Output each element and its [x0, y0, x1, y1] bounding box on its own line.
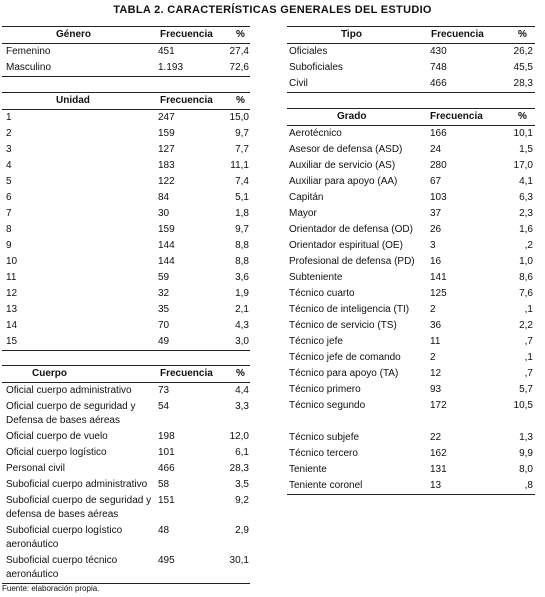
- grado-header-frequency: Frecuencia: [430, 111, 483, 122]
- tipo-header: [287, 26, 535, 44]
- tipo-cell-frequency: 430: [430, 46, 447, 57]
- unidad-cell-frequency: 183: [158, 160, 175, 171]
- grado-row: [287, 318, 535, 334]
- grado-cell-percent: ,8: [524, 480, 533, 491]
- grado-cell-category: Técnico subjefe: [289, 432, 360, 443]
- unidad-row: [2, 238, 250, 254]
- genero-cell-category: Femenino: [6, 46, 51, 57]
- grado-row: [287, 334, 535, 350]
- grado-cell-percent: 17,0: [513, 160, 533, 171]
- genero-cell-percent: 27,4: [229, 46, 249, 57]
- unidad-cell-percent: 8,8: [235, 256, 249, 267]
- cuerpo-cell-percent: 3,3: [235, 401, 249, 412]
- grado-cell-frequency: 103: [430, 192, 447, 203]
- tipo-cell-percent: 28,3: [513, 78, 533, 89]
- cuerpo-cell-percent: 12,0: [229, 431, 249, 442]
- unidad-cell-frequency: 247: [158, 112, 175, 123]
- unidad-cell-percent: 7,7: [235, 144, 249, 155]
- unidad-row: [2, 126, 250, 142]
- grado-cell-frequency: 13: [430, 480, 442, 491]
- genero-header-percent: %: [236, 29, 245, 40]
- unidad-cell-frequency: 84: [158, 192, 170, 203]
- grado-cell-percent: ,1: [524, 304, 533, 315]
- grado-cell-frequency: 11: [430, 336, 441, 347]
- grado-cell-frequency: 16: [430, 256, 442, 267]
- unidad-row: [2, 334, 250, 350]
- grado-cell-percent: 10,1: [513, 128, 533, 139]
- tipo-header-category: Tipo: [341, 29, 362, 40]
- grado-cell-category: Auxiliar para apoyo (AA): [289, 176, 398, 187]
- tipo-cell-frequency: 466: [430, 78, 447, 89]
- cuerpo-cell-category: Oficial cuerpo logístico: [6, 447, 107, 458]
- grado-table: [287, 108, 535, 495]
- grado-header: [287, 108, 535, 126]
- cuerpo-cell-frequency: 466: [158, 463, 175, 474]
- cuerpo-cell-category: Oficial cuerpo de vuelo: [6, 431, 108, 442]
- grado-row: [287, 398, 535, 414]
- grado-row: [287, 158, 535, 174]
- cuerpo-cell-frequency: 495: [158, 555, 175, 566]
- grado-cell-percent: 1,3: [519, 432, 533, 443]
- grado-cell-category: Orientador espiritual (OE): [289, 240, 403, 251]
- cuerpo-cell-percent: 3,5: [235, 479, 249, 490]
- cuerpo-cell-percent: 30,1: [229, 555, 249, 566]
- genero-row: [2, 44, 250, 60]
- grado-cell-percent: 2,3: [519, 208, 533, 219]
- grado-row: [287, 350, 535, 366]
- grado-row: [287, 222, 535, 238]
- genero-cell-frequency: 1.193: [158, 62, 184, 73]
- grado-cell-category: Asesor de defensa (ASD): [289, 144, 403, 155]
- unidad-cell-category: 1: [6, 112, 12, 123]
- tipo-table: [287, 26, 535, 93]
- grado-row: [287, 366, 535, 382]
- cuerpo-cell-frequency: 48: [158, 525, 170, 536]
- grado-cell-category: Técnico tercero: [289, 448, 358, 459]
- grado-cell-percent: 1,0: [519, 256, 533, 267]
- unidad-cell-percent: 4,3: [235, 320, 249, 331]
- grado-cell-category: Técnico de inteligencia (TI): [289, 304, 410, 315]
- unidad-cell-frequency: 159: [158, 224, 175, 235]
- cuerpo-row: [2, 461, 250, 477]
- grado-row: [287, 254, 535, 270]
- grado-cell-frequency: 93: [430, 384, 442, 395]
- unidad-cell-percent: 15,0: [229, 112, 249, 123]
- unidad-cell-frequency: 30: [158, 208, 170, 219]
- grado-cell-percent: ,2: [524, 240, 533, 251]
- tipo-cell-category: Suboficiales: [289, 62, 343, 73]
- cuerpo-row: [2, 477, 250, 493]
- unidad-cell-percent: 3,0: [235, 336, 249, 347]
- unidad-header: [2, 92, 250, 110]
- genero-row: [2, 60, 250, 76]
- unidad-row: [2, 158, 250, 174]
- genero-header-category: Género: [56, 29, 92, 40]
- cuerpo-cell-category: Suboficial cuerpo administrativo: [6, 479, 148, 490]
- cuerpo-cell-category: Suboficial cuerpo logístico aeronáutico: [6, 525, 123, 550]
- unidad-row: [2, 318, 250, 334]
- grado-cell-percent: 8,6: [519, 272, 533, 283]
- grado-cell-frequency: 125: [430, 288, 447, 299]
- grado-row: [287, 190, 535, 206]
- grado-row: [287, 126, 535, 142]
- unidad-cell-frequency: 122: [158, 176, 175, 187]
- grado-cell-category: Técnico cuarto: [289, 288, 355, 299]
- grado-row: [287, 430, 535, 446]
- unidad-row: [2, 254, 250, 270]
- grado-header-category: Grado: [337, 111, 367, 122]
- cuerpo-header: [2, 365, 250, 383]
- unidad-cell-frequency: 144: [158, 240, 175, 251]
- tipo-row: [287, 60, 535, 76]
- unidad-header-frequency: Frecuencia: [160, 95, 213, 106]
- unidad-cell-category: 2: [6, 128, 12, 139]
- grado-cell-frequency: 2: [430, 304, 436, 315]
- cuerpo-cell-percent: 9,2: [235, 495, 249, 506]
- cuerpo-row: [2, 445, 250, 461]
- unidad-cell-category: 9: [6, 240, 12, 251]
- cuerpo-header-percent: %: [236, 368, 245, 379]
- unidad-cell-category: 3: [6, 144, 12, 155]
- unidad-cell-frequency: 49: [158, 336, 170, 347]
- grado-row: [287, 174, 535, 190]
- cuerpo-cell-category: Personal civil: [6, 463, 65, 474]
- unidad-cell-frequency: 35: [158, 304, 170, 315]
- grado-cell-frequency: 141: [430, 272, 447, 283]
- cuerpo-cell-category: Oficial cuerpo administrativo: [6, 385, 132, 396]
- cuerpo-cell-category: Suboficial cuerpo técnico aeronáutico: [6, 555, 118, 580]
- unidad-cell-percent: 8,8: [235, 240, 249, 251]
- unidad-cell-percent: 2,1: [235, 304, 249, 315]
- cuerpo-cell-category: Suboficial cuerpo de seguridad y defensa de bases aéreas: [6, 495, 152, 520]
- grado-cell-category: Subteniente: [289, 272, 343, 283]
- grado-cell-percent: 1,6: [519, 224, 533, 235]
- cuerpo-row: [2, 553, 250, 583]
- grado-cell-percent: 9,9: [519, 448, 533, 459]
- grado-cell-category: Técnico jefe de comando: [289, 352, 401, 363]
- cuerpo-row: [2, 429, 250, 445]
- tipo-header-percent: %: [518, 29, 527, 40]
- genero-cell-percent: 72,6: [229, 62, 249, 73]
- tipo-cell-category: Oficiales: [289, 46, 328, 57]
- tipo-cell-frequency: 748: [430, 62, 447, 73]
- cuerpo-row: [2, 523, 250, 553]
- unidad-cell-frequency: 70: [158, 320, 170, 331]
- unidad-cell-frequency: 59: [158, 272, 170, 283]
- cuerpo-cell-percent: 6,1: [235, 447, 249, 458]
- grado-row: [287, 382, 535, 398]
- grado-cell-category: Orientador de defensa (OD): [289, 224, 413, 235]
- unidad-cell-category: 12: [6, 288, 18, 299]
- cuerpo-header-frequency: Frecuencia: [160, 368, 213, 379]
- grado-cell-percent: 8,0: [519, 464, 533, 475]
- cuerpo-row: [2, 399, 250, 429]
- genero-header: [2, 26, 250, 44]
- grado-cell-category: Técnico primero: [289, 384, 361, 395]
- grado-cell-frequency: 162: [430, 448, 447, 459]
- tipo-row: [287, 44, 535, 60]
- cuerpo-cell-frequency: 101: [158, 447, 175, 458]
- unidad-table: [2, 92, 250, 351]
- grado-cell-frequency: 36: [430, 320, 442, 331]
- genero-header-frequency: Frecuencia: [160, 29, 213, 40]
- grado-header-percent: %: [518, 111, 527, 122]
- source-note: Fuente: elaboración propia.: [2, 584, 100, 593]
- cuerpo-cell-frequency: 151: [158, 495, 175, 506]
- unidad-cell-percent: 3,6: [235, 272, 249, 283]
- grado-row: [287, 478, 535, 494]
- grado-cell-percent: 7,6: [519, 288, 533, 299]
- unidad-cell-category: 15: [6, 336, 18, 347]
- grado-cell-category: Técnico de servicio (TS): [289, 320, 397, 331]
- unidad-cell-frequency: 159: [158, 128, 175, 139]
- grado-cell-category: Técnico segundo: [289, 400, 366, 411]
- unidad-cell-percent: 9,7: [235, 224, 249, 235]
- grado-cell-percent: 4,1: [519, 176, 533, 187]
- genero-cell-category: Masculino: [6, 62, 52, 73]
- unidad-cell-category: 5: [6, 176, 12, 187]
- cuerpo-cell-frequency: 58: [158, 479, 170, 490]
- grado-row: [287, 206, 535, 222]
- cuerpo-cell-percent: 4,4: [235, 385, 249, 396]
- unidad-cell-category: 6: [6, 192, 12, 203]
- unidad-cell-percent: 7,4: [235, 176, 249, 187]
- unidad-cell-percent: 9,7: [235, 128, 249, 139]
- grado-cell-frequency: 67: [430, 176, 442, 187]
- unidad-row: [2, 174, 250, 190]
- cuerpo-cell-percent: 28,3: [229, 463, 249, 474]
- tipo-cell-percent: 26,2: [513, 46, 533, 57]
- cuerpo-cell-percent: 2,9: [235, 525, 249, 536]
- unidad-cell-percent: 1,8: [235, 208, 249, 219]
- unidad-cell-frequency: 32: [158, 288, 170, 299]
- unidad-cell-category: 10: [6, 256, 18, 267]
- unidad-cell-category: 13: [6, 304, 18, 315]
- cuerpo-cell-frequency: 198: [158, 431, 175, 442]
- unidad-row: [2, 142, 250, 158]
- grado-cell-percent: ,7: [524, 336, 533, 347]
- grado-cell-category: Auxiliar de servicio (AS): [289, 160, 396, 171]
- tipo-cell-category: Civil: [289, 78, 308, 89]
- grado-cell-category: Teniente: [289, 464, 327, 475]
- tipo-header-frequency: Frecuencia: [431, 29, 484, 40]
- cuerpo-cell-frequency: 73: [158, 385, 170, 396]
- grado-row: [287, 286, 535, 302]
- grado-cell-category: Profesional de defensa (PD): [289, 256, 415, 267]
- cuerpo-row: [2, 493, 250, 523]
- genero-cell-frequency: 451: [158, 46, 175, 57]
- cuerpo-row: [2, 383, 250, 399]
- grado-cell-percent: 1,5: [519, 144, 533, 155]
- cuerpo-cell-category: Oficial cuerpo de seguridad y Defensa de bases aéreas: [6, 401, 136, 426]
- grado-cell-percent: 2,2: [519, 320, 533, 331]
- grado-row: [287, 270, 535, 286]
- grado-cell-frequency: 24: [430, 144, 442, 155]
- unidad-row: [2, 110, 250, 126]
- grado-cell-frequency: 131: [430, 464, 447, 475]
- grado-row: [287, 142, 535, 158]
- cuerpo-table: [2, 365, 250, 584]
- cuerpo-cell-frequency: 54: [158, 401, 170, 412]
- grado-cell-frequency: 22: [430, 432, 442, 443]
- grado-cell-frequency: 166: [430, 128, 447, 139]
- unidad-cell-percent: 5,1: [235, 192, 249, 203]
- grado-cell-category: Técnico para apoyo (TA): [289, 368, 399, 379]
- unidad-cell-category: 11: [6, 272, 17, 283]
- unidad-cell-category: 7: [6, 208, 12, 219]
- unidad-cell-category: 4: [6, 160, 12, 171]
- grado-cell-percent: 10,5: [513, 400, 533, 411]
- unidad-header-category: Unidad: [56, 95, 90, 106]
- table-caption: TABLA 2. CARACTERÍSTICAS GENERALES DEL ESTUDIO: [113, 4, 432, 16]
- tipo-row: [287, 76, 535, 92]
- grado-cell-percent: 5,7: [519, 384, 533, 395]
- grado-cell-category: Aerotécnico: [289, 128, 342, 139]
- unidad-cell-category: 8: [6, 224, 12, 235]
- grado-cell-frequency: 280: [430, 160, 447, 171]
- grado-row: [287, 302, 535, 318]
- unidad-row: [2, 302, 250, 318]
- grado-cell-category: Mayor: [289, 208, 317, 219]
- genero-table: [2, 26, 250, 77]
- grado-cell-frequency: 37: [430, 208, 442, 219]
- unidad-header-percent: %: [236, 95, 245, 106]
- grado-cell-category: Capitán: [289, 192, 324, 203]
- unidad-cell-percent: 11,1: [230, 160, 249, 171]
- grado-cell-percent: 6,3: [519, 192, 533, 203]
- unidad-cell-percent: 1,9: [235, 288, 249, 299]
- grado-cell-frequency: 172: [430, 400, 447, 411]
- unidad-row: [2, 190, 250, 206]
- grado-cell-percent: ,7: [524, 368, 533, 379]
- unidad-row: [2, 286, 250, 302]
- grado-cell-percent: ,1: [524, 352, 533, 363]
- grado-row: [287, 446, 535, 462]
- unidad-cell-category: 14: [6, 320, 18, 331]
- tipo-cell-percent: 45,5: [513, 62, 533, 73]
- grado-cell-category: Teniente coronel: [289, 480, 363, 491]
- unidad-cell-frequency: 144: [158, 256, 175, 267]
- grado-cell-frequency: 26: [430, 224, 442, 235]
- grado-cell-category: Técnico jefe: [289, 336, 343, 347]
- unidad-row: [2, 206, 250, 222]
- unidad-row: [2, 270, 250, 286]
- grado-cell-frequency: 2: [430, 352, 436, 363]
- cuerpo-header-category: Cuerpo: [32, 368, 67, 379]
- unidad-cell-frequency: 127: [158, 144, 175, 155]
- grado-cell-frequency: 3: [430, 240, 436, 251]
- grado-row: [287, 238, 535, 254]
- grado-cell-frequency: 12: [430, 368, 442, 379]
- unidad-row: [2, 222, 250, 238]
- grado-row: [287, 462, 535, 478]
